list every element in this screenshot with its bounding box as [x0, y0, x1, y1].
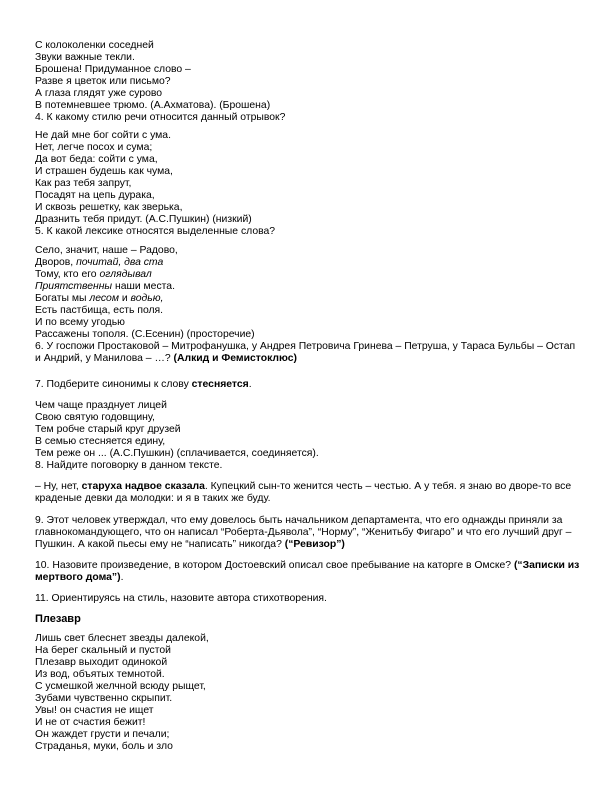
poem-line: Тем реже он ... (А.С.Пушкин) (сплачивается, соединяется). [35, 448, 319, 459]
poem-line [35, 257, 163, 269]
poem-line [35, 281, 175, 293]
poem-line: И сквозь решетку, как зверька, [35, 202, 183, 213]
keyword: стесняется [191, 379, 249, 390]
text-run: Богаты мы [35, 293, 90, 304]
answer-10: (“Записки из мертвого дома”) [35, 560, 580, 583]
proverb: старуха надвое сказала [81, 481, 205, 492]
poem-line: Да вот беда: сойти с ума, [35, 154, 158, 165]
quote-paragraph [35, 481, 580, 505]
poem-line: А глаза глядят уже сурово [35, 88, 163, 99]
poem-line: Есть пастбища, есть поля. [35, 305, 164, 316]
text-run: – Ну, нет, [35, 481, 82, 492]
poem-line: Посадят на цепь дурака, [35, 190, 155, 201]
question-5: 5. К какой лексике относятся выделенные слова? [35, 226, 276, 237]
highlighted-word: Приятственны [35, 281, 113, 292]
highlighted-word: лесом [89, 293, 119, 304]
text-run: . [248, 379, 252, 390]
poem-line: Звуки важные текли. [35, 52, 135, 63]
text-run: и [118, 293, 131, 304]
poem-line: И страшен будешь как чума, [35, 166, 173, 177]
question-8: 8. Найдите поговорку в данном тексте. [35, 460, 223, 471]
poem-line: Увы! он счастия не ищет [35, 705, 154, 716]
poem-line: На берег скальный и пустой [35, 645, 171, 656]
poem-line: В семью стесняется едину, [35, 436, 166, 447]
poem-line: Лишь свет блеснет звезды далекой, [35, 633, 209, 644]
question-7 [35, 379, 252, 391]
poem-line: Зубами чувственно скрыпит. [35, 693, 173, 704]
text-run: 9. Этот человек утверждал, что ему довелось быть начальником департамента, что его однажды приняли за главнокомандующего, что он написал “Роберта-Дьявола”, “Норму”, “Женитьбу Фигаро” и что его лучший друг – Пушкин. А какой пьесы ему не “написать” никогда? [35, 515, 572, 550]
question-6 [35, 341, 580, 365]
poem-line: Не дай мне бог сойти с ума. [35, 130, 171, 141]
poem-line: Он жаждет грусти и печали; [35, 729, 170, 740]
poem-line: Разве я цветок или письмо? [35, 76, 171, 87]
highlighted-word: оглядывал [99, 269, 152, 280]
question-9 [35, 515, 580, 551]
question-11: 11. Ориентируясь на стиль, назовите автора стихотворения. [35, 593, 327, 604]
poem-line: Рассажены тополя. (С.Есенин) (просторечие) [35, 329, 255, 340]
poem-line: И по всему угодью [35, 317, 125, 328]
poem-line: Село, значит, наше – Радово, [35, 245, 178, 256]
text-run: Дворов, [35, 257, 77, 268]
poem-line: Брошена! Придуманное слово – [35, 64, 191, 75]
answer-9: (“Ревизор”) [284, 539, 345, 550]
text-run: Тому, кто его [35, 269, 100, 280]
poem-line: Страданья, муки, боль и зло [35, 741, 173, 752]
highlighted-word: водью, [130, 293, 164, 304]
text-run: наши места. [112, 281, 175, 292]
poem-line: В потемневшее трюмо. (А.Ахматова). (Брошена) [35, 100, 271, 111]
poem-line: Как раз тебя запрут, [35, 178, 132, 189]
poem-line: Нет, легче посох и сума; [35, 142, 153, 153]
poem-line: Из вод, объятых темнотой. [35, 669, 165, 680]
poem-line: Чем чаще празднует лицей [35, 400, 167, 411]
poem-line: Дразнить тебя придут. (А.С.Пушкин) (низкий) [35, 214, 252, 225]
text-run: . Купецкий сын-то женится честь – честью. А у тебя. я знаю во дворе-то все краденые девки да молодки: и я в таких же буду. [35, 481, 572, 504]
poem-line [35, 269, 152, 281]
text-run: 10. Назовите произведение, в котором Достоевский описал свое пребывание на каторге в Омске? [35, 560, 514, 571]
question-10 [35, 560, 580, 584]
poem-line: И не от счастия бежит! [35, 717, 146, 728]
poem-line: Тем робче старый круг друзей [35, 424, 181, 435]
answer-6: (Алкид и Фемистоклюс) [173, 353, 297, 364]
poem-title: Плезавр [35, 613, 81, 625]
poem-line: С колоколенки соседней [35, 40, 154, 51]
text-run: 6. У госпожи Простаковой – Митрофанушка, у Андрея Петровича Гринева – Петруша, у Тараса Бульбы – Остап и Андрий, у Манилова – …? [35, 341, 576, 364]
text-run: . [120, 572, 124, 583]
text-run: 7. Подберите синонимы к слову [35, 379, 192, 390]
highlighted-word: почитай, два ста [76, 257, 164, 268]
poem-line: Плезавр выходит одинокой [35, 657, 168, 668]
question-4: 4. К какому стилю речи относится данный отрывок? [35, 112, 286, 123]
poem-line [35, 293, 163, 305]
poem-line: Свою святую годовщину, [35, 412, 155, 423]
poem-line: С усмешкой желчной всюду рыщет, [35, 681, 206, 692]
